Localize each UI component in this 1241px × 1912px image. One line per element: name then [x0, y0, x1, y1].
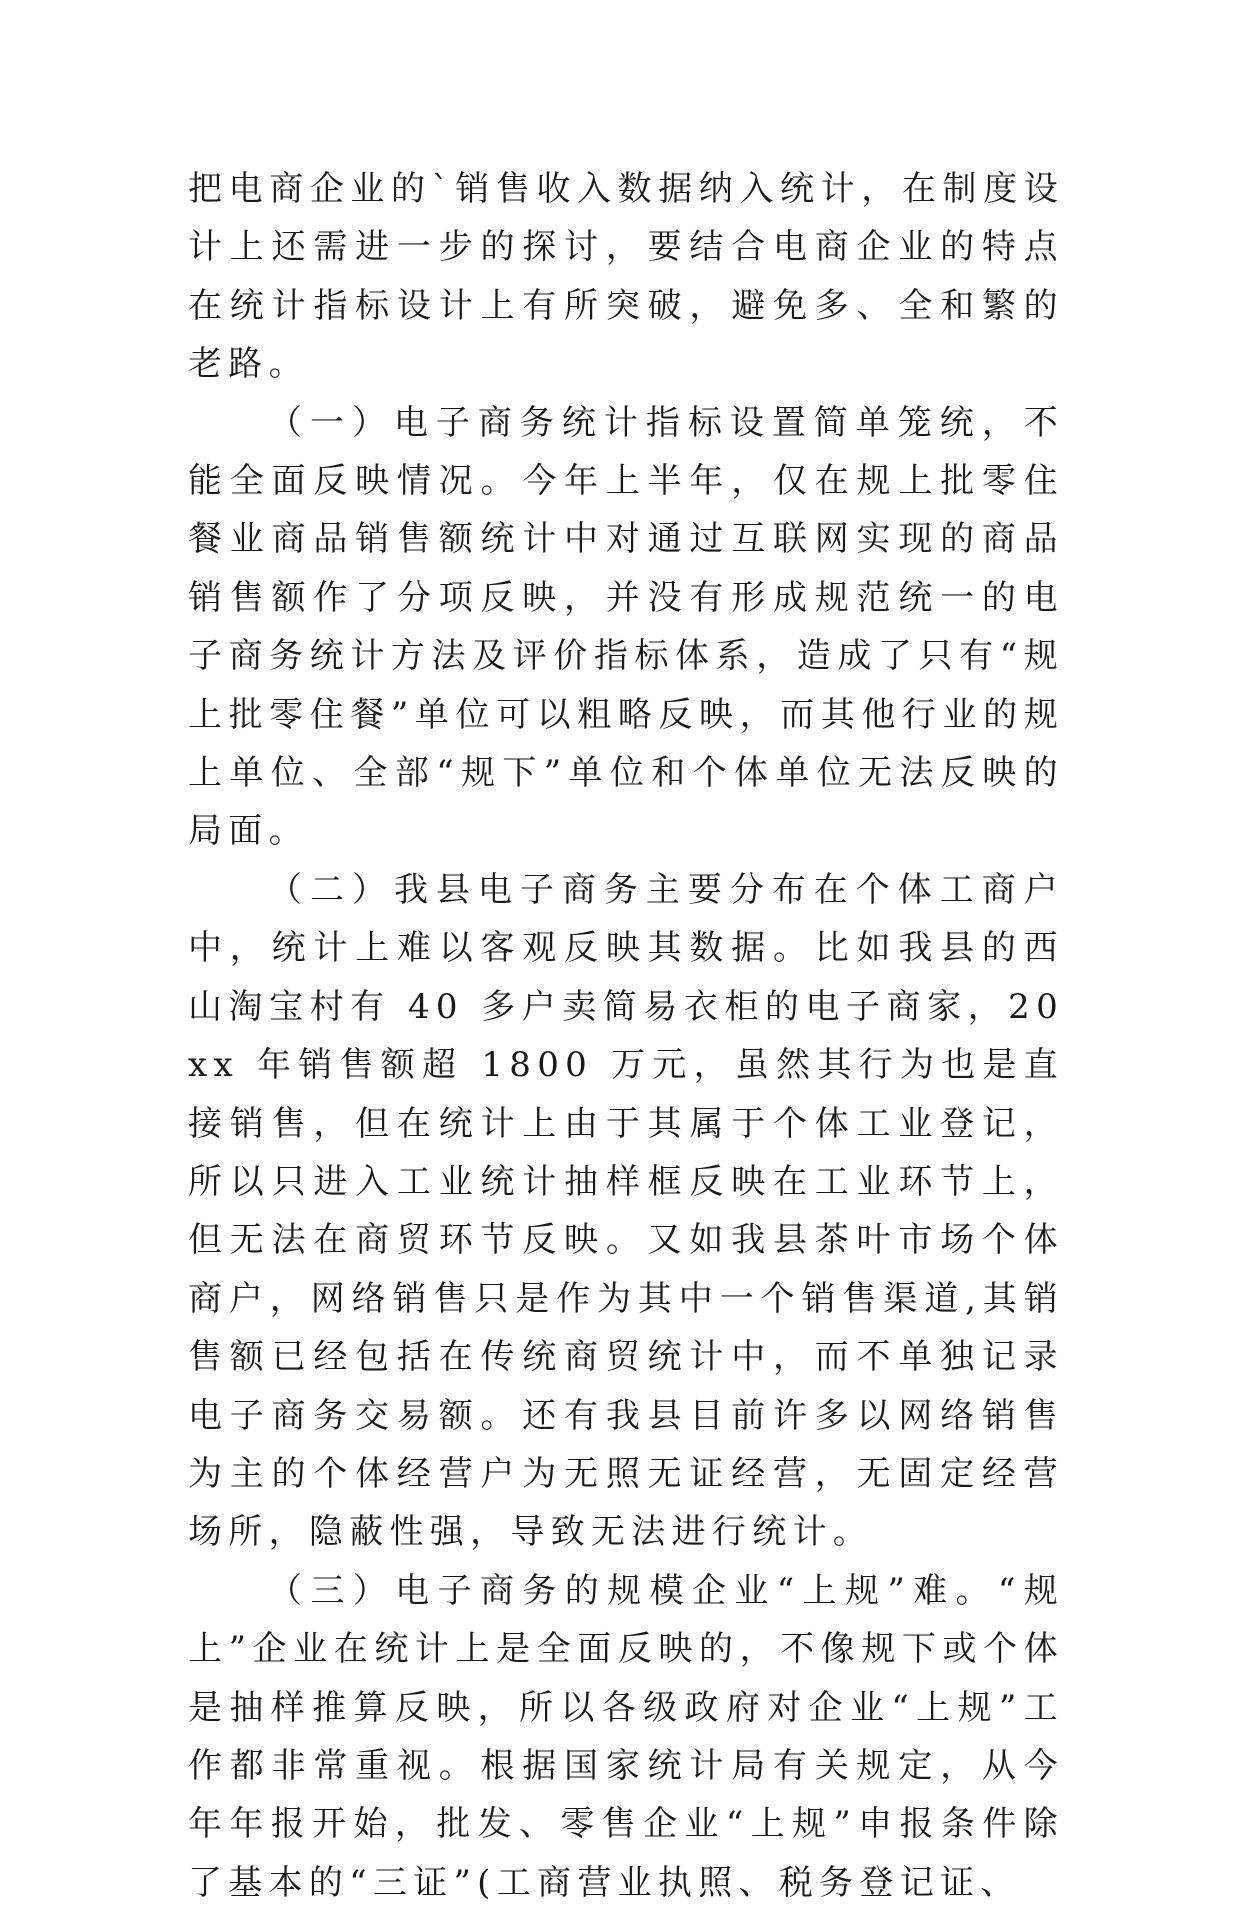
- paragraph-section-two: （二）我县电子商务主要分布在个体工商户中，统计上难以客观反映其数据。比如我县的西山淘宝村有 40 多户卖简易衣柜的电子商家，20xx 年销售额超 1800 万元，虽然其行为也是直接销售，但在统计上由于其属于个体工业登记，所以只进入工业统计抽样框反映在工业环节上，但无法在商贸环节反映。又如我县茶叶市场个体商户，网络销售只是作为其中一个销售渠道,其销售额已经包括在传统商贸统计中，而不单独记录电子商务交易额。还有我县目前许多以网络销售为主的个体经营户为无照无证经营，无固定经营场所，隐蔽性强，导致无法进行统计。: [188, 869, 1064, 1553]
- document-body: [188, 160, 1064, 1912]
- paragraph-continuation: 把电商企业的`销售收入数据纳入统计，在制度设计上还需进一步的探讨，要结合电商企业的特点在统计指标设计上有所突破，避免多、全和繁的老路。: [188, 169, 1064, 385]
- paragraph-section-one: （一）电子商务统计指标设置简单笼统，不能全面反映情况。今年上半年，仅在规上批零住餐业商品销售额统计中对通过互联网实现的商品销售额作了分项反映，并没有形成规范统一的电子商务统计方法及评价指标体系，造成了只有“规上批零住餐”单位可以粗略反映，而其他行业的规上单位、全部“规下”单位和个体单位无法反映的局面。: [188, 402, 1064, 852]
- paragraph-section-three: （三）电子商务的规模企业“上规”难。“规上”企业在统计上是全面反映的，不像规下或个体是抽样推算反映，所以各级政府对企业“上规”工作都非常重视。根据国家统计局有关规定，从今年年报开始，批发、零售企业“上规”申报条件除了基本的“三证”(工商营业执照、税务登记证、: [188, 1570, 1064, 1903]
